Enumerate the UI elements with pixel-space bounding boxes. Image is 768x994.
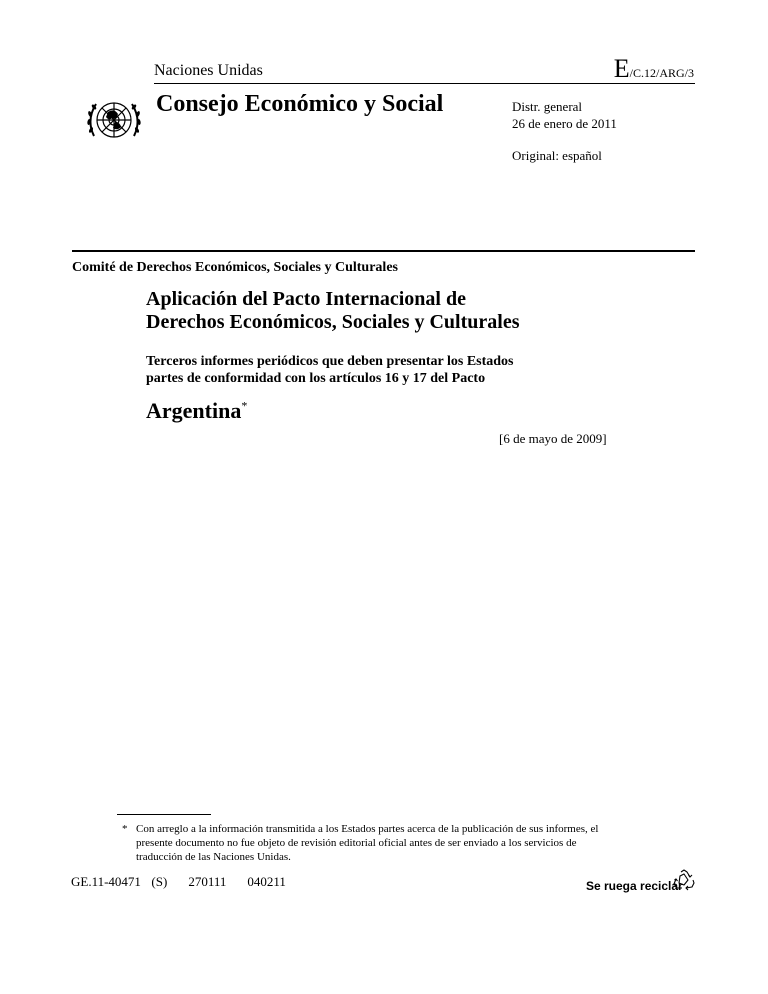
header-rule <box>154 83 695 84</box>
subtitle <box>146 353 626 387</box>
main-title-line-2: Derechos Económicos, Sociales y Culturales <box>146 311 520 333</box>
country-heading <box>146 398 247 424</box>
council-name: Consejo Económico y Social <box>156 91 444 117</box>
symbol-rest: /C.12/ARG/3 <box>629 66 694 80</box>
un-emblem-icon <box>80 92 148 150</box>
main-title <box>146 288 646 334</box>
document-symbol <box>614 54 694 84</box>
original-language: Original: español <box>512 148 602 163</box>
subtitle-line-2: partes de conformidad con los artículos 16 y 17 del Pacto <box>146 371 486 386</box>
organization-name: Naciones Unidas <box>154 62 263 79</box>
committee-name: Comité de Derechos Económicos, Sociales y Culturales <box>72 260 398 275</box>
distribution-type: Distr. general <box>512 99 583 114</box>
recycle-text: Se ruega reciclar <box>586 879 683 893</box>
footnote-text: Con arreglo a la información transmitida a los Estados partes acerca de la publicación de sus informes, el presente documento no fue objeto de revisión editorial oficial antes de ser enviado a los servicios de traducción de las Naciones Unidas. <box>136 823 599 863</box>
symbol-prefix: E <box>613 54 630 83</box>
footnote <box>122 822 622 864</box>
footnote-reference[interactable]: * <box>241 398 248 413</box>
footnote-rule <box>117 814 211 815</box>
country-name: Argentina <box>146 398 242 423</box>
subtitle-line-1: Terceros informes periódicos que deben presentar los Estados <box>146 354 514 369</box>
distribution-block <box>512 98 617 132</box>
issue-date: 26 de enero de 2011 <box>512 116 617 131</box>
recycle-icon <box>672 868 696 892</box>
document-number: GE.11-40471 (S) 270111 040211 <box>71 874 286 889</box>
section-rule <box>72 250 695 252</box>
submission-date: [6 de mayo de 2009] <box>499 431 607 446</box>
main-title-line-1: Aplicación del Pacto Internacional de <box>146 288 466 310</box>
footnote-mark: * <box>122 823 128 835</box>
